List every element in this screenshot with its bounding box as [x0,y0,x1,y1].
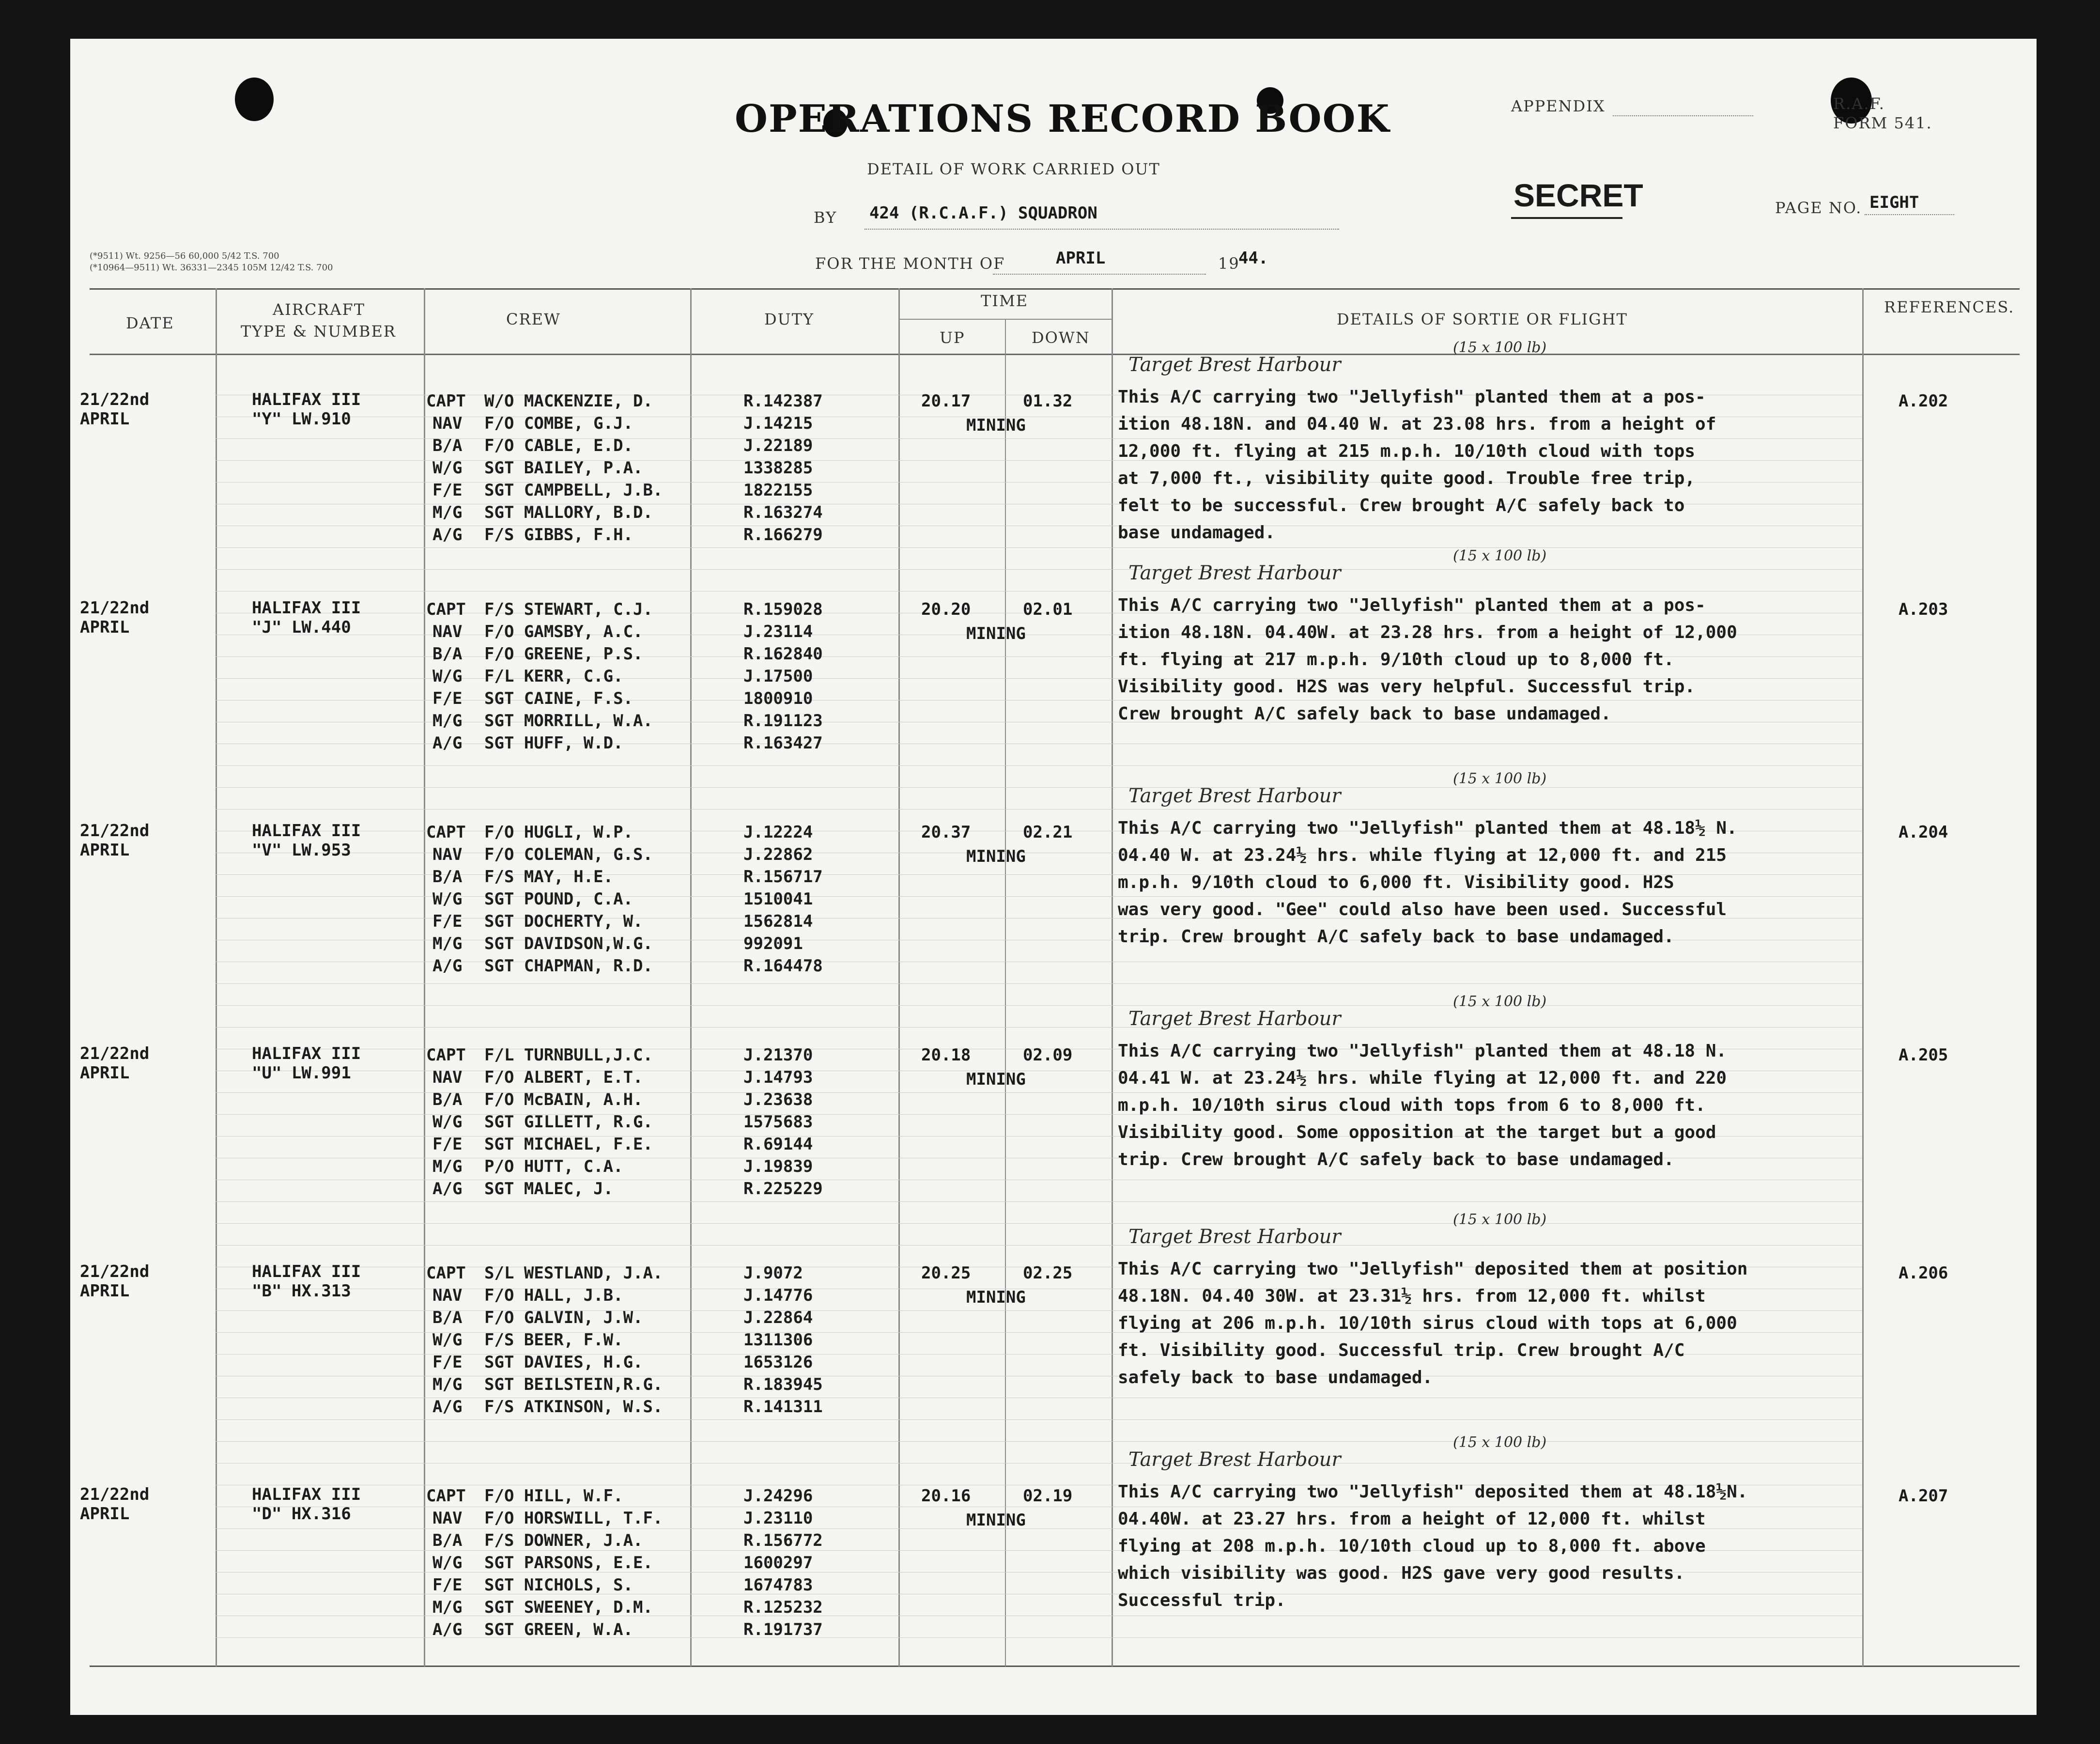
entry-reference: A.204 [1899,823,1948,842]
crew-number: 1311306 [743,1330,813,1350]
entry-duty: MINING [966,1070,1026,1089]
entry-details: This A/C carrying two "Jellyfish" planted them at 48.18 N. 04.41 W. at 23.24½ hrs. while flying at 12,000 ft. and 220 m.p.h. 10/10th sirus cloud with tops from 6 to 8,000 ft. Visibility good. Some opposition at the target but a good trip. Crew brought A/C safely back to base undamaged. [1118,1041,1727,1169]
by-label: BY [814,208,837,227]
month-value: APRIL [1056,249,1106,268]
crew-number: J.21370 [743,1045,813,1065]
crew-member: SGT CHAPMAN, R.D. [484,956,653,976]
entry-target-note: Target Brest Harbour [1128,1448,1341,1471]
crew-role: F/E [432,481,463,500]
crew-member: F/O McBAIN, A.H. [484,1090,643,1109]
crew-role: CAPT [426,391,466,411]
crew-member: F/O HALL, J.B. [484,1286,623,1305]
col-line-duty [898,288,900,1666]
crew-member: SGT CAMPBELL, J.B. [484,481,663,500]
entry-date-line2: APRIL [80,841,130,860]
crew-role: W/G [432,667,463,686]
crew-role: F/E [432,1135,463,1154]
entry-duty: MINING [966,1288,1026,1307]
col-header-aircraft-1: AIRCRAFT [273,300,366,319]
form-label-1: R.A.F. [1833,94,1885,113]
crew-role: CAPT [426,823,466,842]
crew-number: R.69144 [743,1135,813,1154]
crew-member: F/O COLEMAN, G.S. [484,845,653,864]
crew-member: F/S MAY, H.E. [484,867,614,887]
crew-member: F/O GALVIN, J.W. [484,1308,643,1327]
crew-number: J.17500 [743,667,813,686]
crew-member: SGT GREEN, W.A. [484,1620,633,1639]
col-header-date: DATE [126,314,174,332]
crew-role: A/G [432,525,463,545]
entry-aircraft [252,1044,361,1083]
month-label: FOR THE MONTH OF [815,254,1005,273]
entry-target-note: Target Brest Harbour [1128,1008,1341,1030]
col-line-up [1005,320,1006,1666]
entry-duty: MINING [966,847,1026,866]
entry-date-line1: 21/22nd [80,390,150,409]
col-header-time: TIME [981,292,1029,310]
crew-role: M/G [432,1375,463,1394]
crew-number: 1510041 [743,889,813,909]
crew-role: F/E [432,912,463,931]
crew-role: M/G [432,503,463,522]
year-value: 44. [1238,249,1268,268]
page-no-label: PAGE NO. [1775,199,1862,217]
entry-time-down: 02.25 [1023,1263,1073,1283]
crew-role: W/G [432,1330,463,1350]
ruled-line [216,787,1862,788]
entry-load-note: (15 x 100 lb) [1453,770,1547,787]
crew-number: R.191123 [743,711,823,731]
entry-time-down: 02.19 [1023,1486,1073,1506]
entry-target-note: Target Brest Harbour [1128,354,1341,376]
crew-member: SGT DOCHERTY, W. [484,912,643,931]
entry-time-up: 20.17 [921,391,971,411]
crew-role: NAV [432,622,463,641]
entry-aircraft-number: "Y" LW.910 [252,409,351,429]
entry-reference: A.206 [1899,1263,1948,1283]
col-header-aircraft-2: TYPE & NUMBER [241,322,396,341]
entry-details: This A/C carrying two "Jellyfish" planted them at a pos- ition 48.18N. and 04.40 W. at 23.08 hrs. from a height of 12,000 ft. flying at 215 m.p.h. 10/10th cloud with tops at 7,000 ft., visibility quite good. Trouble free trip, felt to be successful. Crew brought A/C safely back to base undamaged. [1118,387,1716,543]
print-reference-1: (*9511) Wt. 9256—56 60,000 5/42 T.S. 700 [90,251,279,261]
crew-role: W/G [432,458,463,478]
entry-aircraft-number: "V" LW.953 [252,841,351,860]
crew-number: R.166279 [743,525,823,545]
entry-date-line2: APRIL [80,1504,130,1524]
entry-duty: MINING [966,416,1026,435]
crew-number: 1600297 [743,1553,813,1573]
appendix-line [1613,115,1753,116]
entry-time-down: 02.01 [1023,600,1073,619]
entry-aircraft [252,598,361,637]
entry-aircraft [252,821,361,860]
crew-number: R.125232 [743,1598,823,1617]
crew-member: SGT POUND, C.A. [484,889,633,909]
entry-time-up: 20.20 [921,600,971,619]
crew-number: R.163274 [743,503,823,522]
crew-number: R.141311 [743,1397,823,1417]
page-title: OPERATIONS RECORD BOOK [735,97,1390,141]
crew-number: 1653126 [743,1353,813,1372]
header-bottom-border [90,354,2020,355]
crew-number: 992091 [743,934,803,953]
crew-member: SGT BAILEY, P.A. [484,458,643,478]
entry-duty: MINING [966,624,1026,643]
entry-reference: A.203 [1899,600,1948,619]
entry-aircraft-number: "D" HX.316 [252,1504,351,1524]
crew-role: A/G [432,733,463,753]
entry-aircraft-type: HALIFAX III [252,1262,361,1281]
crew-role: A/G [432,956,463,976]
entry-date-line2: APRIL [80,1281,130,1301]
entry-date [80,390,149,429]
crew-number: 1674783 [743,1575,813,1595]
crew-member: F/S GIBBS, F.H. [484,525,633,545]
entry-load-note: (15 x 100 lb) [1453,993,1547,1010]
crew-role: B/A [432,1531,463,1550]
col-line-date [216,288,217,1666]
crew-member: F/O ALBERT, E.T. [484,1068,643,1087]
entry-date [80,821,149,860]
crew-member: W/O MACKENZIE, D. [484,391,653,411]
month-line [993,274,1206,275]
crew-role: F/E [432,689,463,708]
crew-role: A/G [432,1620,463,1639]
crew-number: R.156772 [743,1531,823,1550]
crew-member: F/O GAMSBY, A.C. [484,622,643,641]
entry-date [80,598,149,637]
table-bottom-border [90,1666,2020,1667]
crew-number: 1575683 [743,1112,813,1132]
crew-member: F/L TURNBULL,J.C. [484,1045,653,1065]
crew-number: J.14776 [743,1286,813,1305]
col-header-up: UP [940,328,965,347]
crew-role: CAPT [426,1263,466,1283]
crew-number: R.191737 [743,1620,823,1639]
crew-role: B/A [432,1090,463,1109]
ruled-line [216,809,1862,810]
col-line-time [1112,288,1113,1666]
crew-member: F/O HILL, W.F. [484,1486,623,1506]
ruled-line [216,983,1862,984]
table-top-border [90,288,2020,290]
year-prefix: 19 [1218,254,1240,273]
entry-date [80,1485,149,1524]
crew-member: SGT MORRILL, W.A. [484,711,653,731]
crew-member: SGT BEILSTEIN,R.G. [484,1375,663,1394]
entry-reference: A.205 [1899,1045,1948,1065]
col-header-details: DETAILS OF SORTIE OR FLIGHT [1337,310,1628,328]
crew-number: J.22189 [743,436,813,455]
col-header-crew: CREW [506,310,561,328]
ruled-line [216,1637,1862,1638]
crew-member: SGT DAVIDSON,W.G. [484,934,653,953]
entry-target-note: Target Brest Harbour [1128,562,1341,584]
entry-time-up: 20.18 [921,1045,971,1065]
crew-member: F/O HORSWILL, T.F. [484,1509,663,1528]
entry-load-note: (15 x 100 lb) [1453,339,1547,356]
crew-member: SGT NICHOLS, S. [484,1575,633,1595]
crew-member: F/S ATKINSON, W.S. [484,1397,663,1417]
entry-date-line1: 21/22nd [80,1044,150,1063]
entry-aircraft-number: "B" HX.313 [252,1281,351,1301]
entry-target-note: Target Brest Harbour [1128,785,1341,807]
entry-target-note: Target Brest Harbour [1128,1226,1341,1248]
col-header-duty: DUTY [764,310,815,328]
page-no-line [1865,214,1954,215]
crew-member: S/L WESTLAND, J.A. [484,1263,663,1283]
crew-role: B/A [432,867,463,887]
entry-date-line2: APRIL [80,409,130,429]
ruled-line [216,547,1862,548]
crew-role: M/G [432,711,463,731]
crew-member: P/O HUTT, C.A. [484,1157,623,1176]
entry-aircraft-type: HALIFAX III [252,1044,361,1063]
entry-date-line1: 21/22nd [80,1485,150,1504]
crew-member: SGT DAVIES, H.G. [484,1353,643,1372]
crew-member: SGT PARSONS, E.E. [484,1553,653,1573]
squadron-line [865,229,1339,230]
crew-member: SGT MICHAEL, F.E. [484,1135,653,1154]
entry-date-line2: APRIL [80,618,130,637]
crew-role: NAV [432,1286,463,1305]
crew-number: J.23114 [743,622,813,641]
crew-role: CAPT [426,1486,466,1506]
crew-role: A/G [432,1397,463,1417]
crew-number: J.22862 [743,845,813,864]
appendix-label: APPENDIX [1511,97,1606,115]
entry-date-line1: 21/22nd [80,598,150,618]
crew-role: CAPT [426,1045,466,1065]
crew-role: W/G [432,1112,463,1132]
crew-number: J.14793 [743,1068,813,1087]
ruled-line [216,1463,1862,1464]
entry-time-down: 02.09 [1023,1045,1073,1065]
crew-number: R.225229 [743,1179,823,1199]
crew-member: SGT HUFF, W.D. [484,733,623,753]
crew-number: J.23110 [743,1509,813,1528]
crew-role: B/A [432,436,463,455]
ruled-line [216,1201,1862,1202]
print-reference-2: (*10964—9511) Wt. 36331—2345 105M 12/42 T.S. 700 [90,263,333,273]
ruled-line [216,569,1862,570]
ruled-line [216,1005,1862,1006]
punch-hole-left [235,78,274,121]
crew-member: F/S DOWNER, J.A. [484,1531,643,1550]
crew-member: F/O CABLE, E.D. [484,436,633,455]
secret-underline [1511,217,1622,219]
entry-duty: MINING [966,1510,1026,1530]
entry-aircraft [252,1485,361,1524]
crew-role: F/E [432,1575,463,1595]
col-header-down: DOWN [1032,328,1090,347]
crew-number: J.12224 [743,823,813,842]
crew-member: SGT MALEC, J. [484,1179,614,1199]
entry-reference: A.207 [1899,1486,1948,1506]
crew-member: SGT CAINE, F.S. [484,689,633,708]
entry-aircraft [252,1262,361,1301]
crew-number: 1822155 [743,481,813,500]
ruled-line [216,1245,1862,1246]
page-number: EIGHT [1869,193,1919,212]
crew-role: W/G [432,1553,463,1573]
crew-role: NAV [432,414,463,433]
ruled-line [216,591,1862,592]
squadron-name: 424 (R.C.A.F.) SQUADRON [869,203,1097,223]
crew-number: R.163427 [743,733,823,753]
entry-date-line2: APRIL [80,1063,130,1083]
entry-time-down: 01.32 [1023,391,1073,411]
entry-date-line1: 21/22nd [80,821,150,841]
entry-details: This A/C carrying two "Jellyfish" planted them at 48.18½ N. 04.40 W. at 23.24½ hrs. while flying at 12,000 ft. and 215 m.p.h. 9/10th cloud to 6,000 ft. Visibility good. H2S was very good. "Gee" could also have been used. Successful trip. Crew brought A/C safely back to base undamaged. [1118,818,1737,947]
crew-number: J.9072 [743,1263,803,1283]
entry-aircraft-type: HALIFAX III [252,390,361,409]
ruled-line [216,1419,1862,1420]
crew-member: F/O COMBE, G.J. [484,414,633,433]
col-line-details [1862,288,1864,1666]
crew-number: J.24296 [743,1486,813,1506]
crew-member: F/O HUGLI, W.P. [484,823,633,842]
entry-details: This A/C carrying two "Jellyfish" deposited them at position 48.18N. 04.40 30W. at 23.31½ hrs. from 12,000 ft. whilst flying at 206 m.p.h. 10/10th sirus cloud with tops at 6,000 ft. Visibility good. Successful trip. Crew brought A/C safely back to base undamaged. [1118,1259,1748,1387]
secret-stamp: SECRET [1513,177,1643,213]
crew-member: F/S BEER, F.W. [484,1330,623,1350]
crew-role: A/G [432,1179,463,1199]
record-sheet [70,39,2037,1715]
entry-time-up: 20.25 [921,1263,971,1283]
crew-member: SGT MALLORY, B.D. [484,503,653,522]
crew-member: F/O GREENE, P.S. [484,644,643,664]
crew-member: SGT SWEENEY, D.M. [484,1598,653,1617]
entry-date [80,1044,149,1083]
entry-reference: A.202 [1899,391,1948,411]
crew-number: R.142387 [743,391,823,411]
crew-role: W/G [432,889,463,909]
col-line-aircraft [424,288,425,1666]
crew-member: F/L KERR, C.G. [484,667,623,686]
ruled-line [216,1223,1862,1224]
entry-details: This A/C carrying two "Jellyfish" deposited them at 48.18½N. 04.40W. at 23.27 hrs. from a height of 12,000 ft. whilst flying at 208 m.p.h. 10/10th cloud up to 8,000 ft. above which visibility was good. H2S gave very good results. Successful trip. [1118,1482,1748,1610]
crew-number: J.22864 [743,1308,813,1327]
entry-details: This A/C carrying two "Jellyfish" planted them at a pos- ition 48.18N. 04.40W. at 23.28 hrs. from a height of 12,000 ft. flying at 217 m.p.h. 9/10th cloud up to 8,000 ft. Visibility good. H2S was very helpful. Successful trip. Crew brought A/C safely back to base undamaged. [1118,595,1737,724]
crew-role: M/G [432,934,463,953]
entry-time-up: 20.16 [921,1486,971,1506]
crew-role: M/G [432,1598,463,1617]
crew-member: SGT GILLETT, R.G. [484,1112,653,1132]
entry-time-down: 02.21 [1023,823,1073,842]
entry-load-note: (15 x 100 lb) [1453,1211,1547,1228]
ruled-line [216,765,1862,766]
entry-date-line1: 21/22nd [80,1262,150,1281]
crew-role: NAV [432,845,463,864]
entry-time-up: 20.37 [921,823,971,842]
entry-aircraft-number: "U" LW.991 [252,1063,351,1083]
entry-load-note: (15 x 100 lb) [1453,547,1547,564]
entry-date [80,1262,149,1301]
crew-number: R.159028 [743,600,823,619]
entry-aircraft-type: HALIFAX III [252,821,361,841]
entry-aircraft-number: "J" LW.440 [252,618,351,637]
crew-number: J.23638 [743,1090,813,1109]
entry-aircraft [252,390,361,429]
crew-number: R.164478 [743,956,823,976]
crew-role: M/G [432,1157,463,1176]
crew-number: 1338285 [743,458,813,478]
entry-load-note: (15 x 100 lb) [1453,1434,1547,1451]
crew-number: R.162840 [743,644,823,664]
form-label-2: FORM 541. [1833,114,1932,132]
crew-number: 1562814 [743,912,813,931]
ruled-line [216,1441,1862,1442]
page-subtitle: DETAIL OF WORK CARRIED OUT [867,160,1160,178]
crew-role: NAV [432,1068,463,1087]
col-line-crew [690,288,692,1666]
crew-role: B/A [432,644,463,664]
crew-role: F/E [432,1353,463,1372]
crew-number: R.156717 [743,867,823,887]
crew-number: J.14215 [743,414,813,433]
crew-role: CAPT [426,600,466,619]
crew-role: B/A [432,1308,463,1327]
col-header-references: REFERENCES. [1884,298,2015,316]
crew-number: J.19839 [743,1157,813,1176]
entry-aircraft-type: HALIFAX III [252,598,361,618]
crew-number: 1800910 [743,689,813,708]
crew-number: R.183945 [743,1375,823,1394]
crew-role: NAV [432,1509,463,1528]
crew-member: F/S STEWART, C.J. [484,600,653,619]
entry-aircraft-type: HALIFAX III [252,1485,361,1504]
ruled-line [216,1027,1862,1028]
